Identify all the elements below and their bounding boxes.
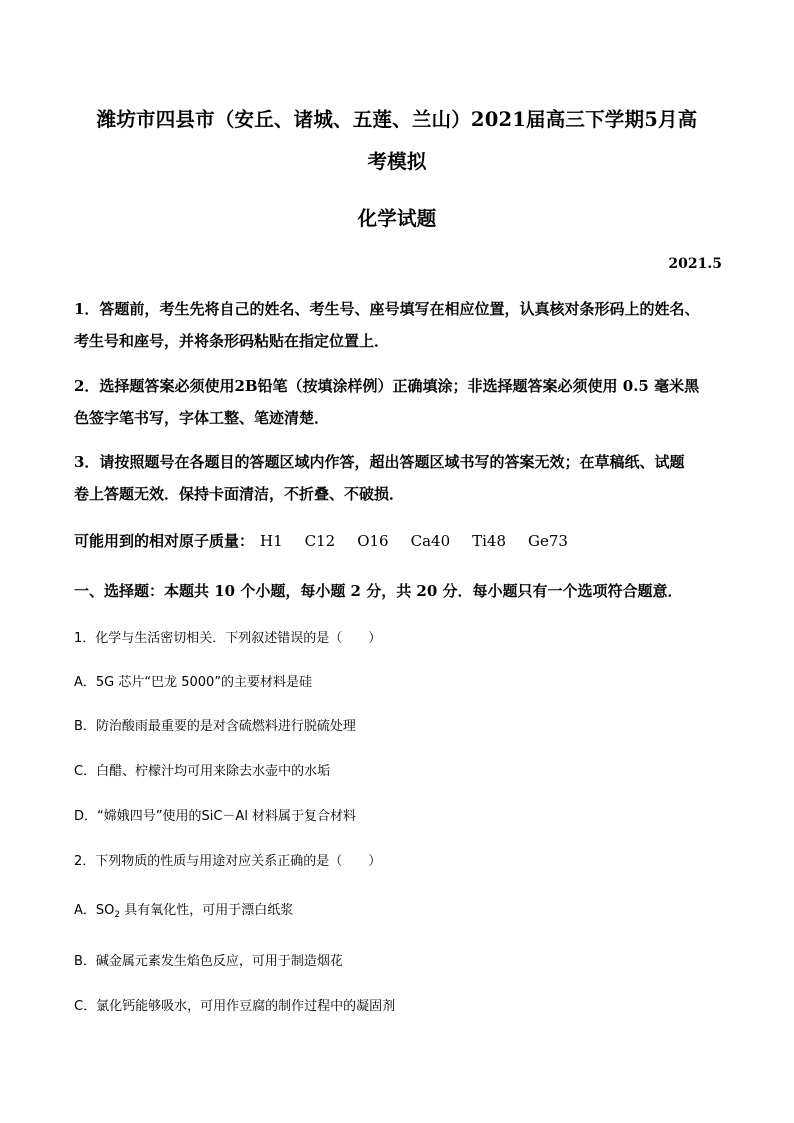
section-heading: 一、选择题：本题共 10 个小题，每小题 2 分，共 20 分．每小题只有一个选项符合题意． [74, 582, 683, 600]
note-1-line-1: 1．答题前，考生先将自己的姓名、考生号、座号填写在相应位置，认真核对条形码上的姓名、 [74, 300, 700, 318]
question-1-option-d: D．“嫦娥四号”使用的SiC－Al 材料属于复合材料 [74, 809, 357, 824]
element-mass: O16 [357, 532, 389, 550]
subject-title: 化学试题 [357, 207, 437, 230]
note-3-line-1: 3．请按照题号在各题目的答题区域内作答，超出答题区域书写的答案无效；在草稿纸、试题 [74, 453, 685, 471]
element-mass: Ge73 [528, 532, 568, 550]
exam-title-line-2: 考模拟 [367, 150, 427, 173]
exam-date: 2021.5 [668, 256, 722, 272]
option-a-text: 具有氧化性，可用于漂白纸浆 [120, 903, 294, 918]
note-3-line-2: 卷上答题无效．保持卡面清洁，不折叠、不破损． [74, 485, 405, 503]
note-2-line-2: 色签字笔书写，字体工整、笔迹清楚． [74, 409, 330, 427]
element-mass: Ti48 [472, 532, 507, 550]
option-a-prefix: A． [74, 903, 96, 918]
question-2-option-c: C．氯化钙能够吸水，可用作豆腐的制作过程中的凝固剂 [74, 999, 396, 1014]
note-2-line-1: 2．选择题答案必须使用2B铅笔（按填涂样例）正确填涂；非选择题答案必须使用 0.5 毫米黑 [74, 377, 700, 395]
question-1-option-a: A．5G 芯片“巴龙 5000”的主要材料是硅 [74, 675, 313, 690]
question-1-option-b: B．防治酸雨最重要的是对含硫燃料进行脱硫处理 [74, 719, 356, 734]
question-1-stem: 1．化学与生活密切相关．下列叙述错误的是（ ） [74, 631, 382, 646]
question-2-stem: 2．下列物质的性质与用途对应关系正确的是（ ） [74, 854, 382, 869]
element-mass: C12 [304, 532, 336, 550]
atomic-masses-label: 可能用到的相对原子质量： [74, 532, 255, 550]
question-1-option-c: C．白醋、柠檬汁均可用来除去水壶中的水垢 [74, 764, 331, 779]
so2-formula: SO [95, 903, 115, 918]
so2-subscript: 2 [114, 910, 121, 920]
question-2-option-b: B．碱金属元素发生焰色反应，可用于制造烟花 [74, 954, 343, 969]
element-mass: Ca40 [410, 532, 451, 550]
question-2-option-a [74, 899, 293, 918]
atomic-masses [74, 530, 568, 551]
note-1-line-2: 考生号和座号，并将条形码粘贴在指定位置上． [74, 332, 390, 350]
element-mass: H1 [260, 532, 283, 550]
exam-title-line-1: 潍坊市四县市（安丘、诸城、五莲、兰山）2021届高三下学期5月高 [96, 108, 698, 131]
